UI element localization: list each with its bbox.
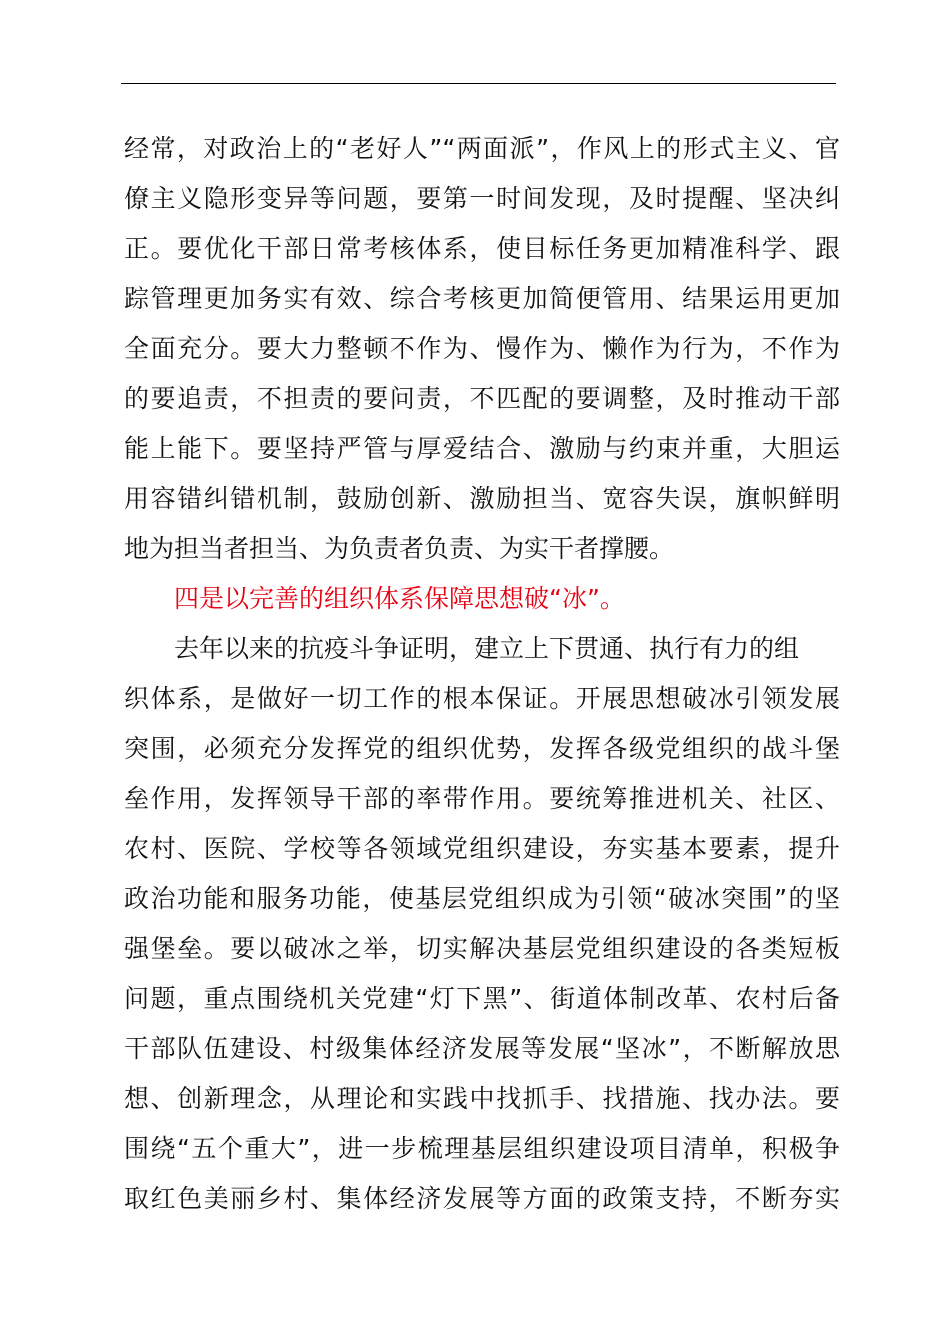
text-line: 强堡垒。要以破冰之举，切实解决基层党组织建设的各类短板	[124, 934, 840, 963]
text-line: 的要追责，不担责的要问责，不匹配的要调整，及时推动干部	[124, 384, 840, 413]
text-line: 垒作用，发挥领导干部的率带作用。要统筹推进机关、社区、	[124, 784, 840, 813]
text-line: 问题，重点围绕机关党建“灯下黑”、街道体制改革、农村后备	[124, 984, 840, 1013]
text-line: 僚主义隐形变异等问题，要第一时间发现，及时提醒、坚决纠	[124, 184, 840, 213]
header-rule	[121, 83, 836, 84]
paragraph-1	[124, 124, 840, 574]
text-line: 干部队伍建设、村级集体经济发展等发展“坚冰”，不断解放思	[124, 1034, 840, 1063]
text-line: 能上能下。要坚持严管与厚爱结合、激励与约束并重，大胆运	[124, 434, 840, 463]
text-line: 正。要优化干部日常考核体系，使目标任务更加精准科学、跟	[124, 234, 840, 263]
text-line: 踪管理更加务实有效、综合考核更加简便管用、结果运用更加	[124, 284, 840, 313]
text-line: 去年以来的抗疫斗争证明，建立上下贯通、执行有力的组	[174, 634, 800, 663]
paragraph-2	[124, 624, 840, 1224]
text-line: 地为担当者担当、为负责者负责、为实干者撑腰。	[124, 534, 675, 563]
text-line: 政治功能和服务功能，使基层党组织成为引领“破冰突围”的坚	[124, 884, 840, 913]
text-line: 想、创新理念，从理论和实践中找抓手、找措施、找办法。要	[124, 1084, 840, 1113]
text-line: 全面充分。要大力整顿不作为、慢作为、懒作为行为，不作为	[124, 334, 840, 363]
text-line: 突围，必须充分发挥党的组织优势，发挥各级党组织的战斗堡	[124, 734, 840, 763]
text-line: 围绕“五个重大”，进一步梳理基层组织建设项目清单，积极争	[124, 1134, 840, 1163]
text-line: 用容错纠错机制，鼓励创新、激励担当、宽容失误，旗帜鲜明	[124, 484, 840, 513]
text-line: 取红色美丽乡村、集体经济发展等方面的政策支持，不断夯实	[124, 1184, 840, 1213]
text-line: 织体系，是做好一切工作的根本保证。开展思想破冰引领发展	[124, 684, 840, 713]
document-body	[124, 124, 840, 1224]
text-line: 经常，对政治上的“老好人”“两面派”，作风上的形式主义、官	[124, 134, 840, 163]
text-line: 农村、医院、学校等各领域党组织建设，夯实基本要素，提升	[124, 834, 840, 863]
section-heading: 四是以完善的组织体系保障思想破“冰”。	[174, 584, 625, 613]
